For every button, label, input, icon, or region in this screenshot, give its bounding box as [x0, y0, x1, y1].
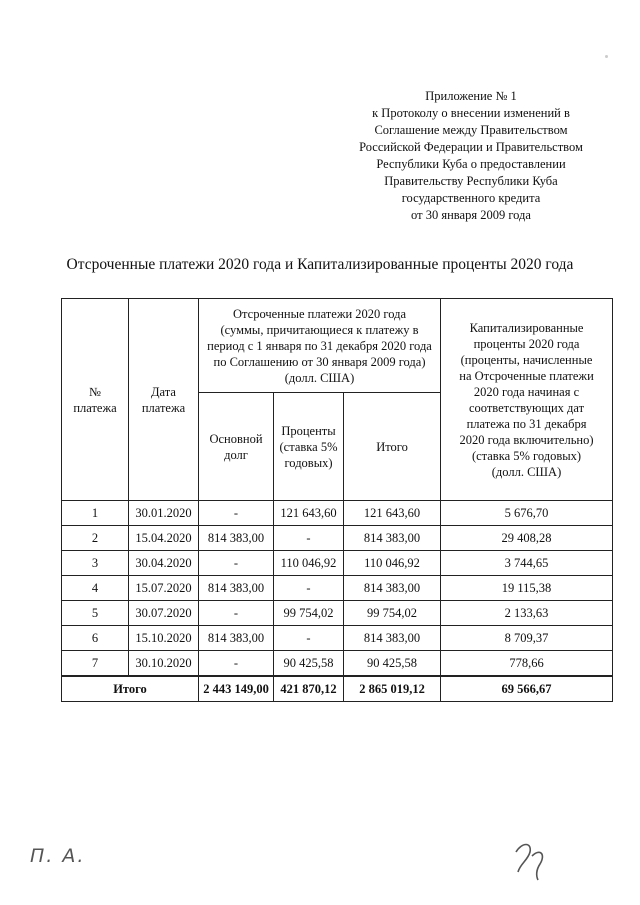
table-row [62, 576, 613, 601]
row-capitalized: 2 133,63 [441, 601, 613, 626]
row-total: 814 383,00 [344, 526, 441, 551]
row-number: 7 [62, 651, 129, 677]
handwritten-signature-mark [510, 838, 550, 887]
row-interest: 90 425,58 [274, 651, 344, 677]
row-total: 110 046,92 [344, 551, 441, 576]
row-principal: - [199, 651, 274, 677]
scan-speck [605, 55, 608, 58]
totals-total: 2 865 019,12 [344, 676, 441, 702]
row-capitalized: 3 744,65 [441, 551, 613, 576]
document-title: Отсроченные платежи 2020 года и Капитализированные проценты 2020 года [66, 256, 574, 273]
appendix-line: к Протоколу о внесении изменений в [372, 106, 570, 120]
header-capitalized-interest: Капитализированные проценты 2020 года (проценты, начисленные на Отсроченные платежи 2020 года начиная с соответствующих дат платежа по 31 декабря 2020 года включительно) (ставка 5% годовых) (долл. США) [441, 299, 613, 501]
row-date: 15.04.2020 [129, 526, 199, 551]
table-row [62, 626, 613, 651]
handwritten-initials: П. А. [30, 845, 86, 867]
row-principal: 814 383,00 [199, 576, 274, 601]
table-row [62, 501, 613, 526]
appendix-line: Правительству Республики Куба [384, 174, 558, 188]
row-interest: 110 046,92 [274, 551, 344, 576]
row-principal: 814 383,00 [199, 526, 274, 551]
totals-row [62, 676, 613, 702]
totals-capitalized: 69 566,67 [441, 676, 613, 702]
row-total: 90 425,58 [344, 651, 441, 677]
table-row [62, 601, 613, 626]
appendix-line: государственного кредита [401, 191, 541, 205]
appendix-line: Приложение № 1 [425, 89, 517, 103]
header-payment-date: Дата платежа [129, 299, 199, 501]
row-principal: 814 383,00 [199, 626, 274, 651]
header-principal: Основной долг [199, 393, 274, 501]
table-row [62, 651, 613, 677]
appendix-line: Российской Федерации и Правительством [359, 140, 583, 154]
row-number: 2 [62, 526, 129, 551]
row-total: 814 383,00 [344, 626, 441, 651]
row-date: 30.07.2020 [129, 601, 199, 626]
row-total: 814 383,00 [344, 576, 441, 601]
header-total: Итого [344, 393, 441, 501]
row-number: 3 [62, 551, 129, 576]
row-number: 5 [62, 601, 129, 626]
row-date: 30.01.2020 [129, 501, 199, 526]
row-capitalized: 5 676,70 [441, 501, 613, 526]
table-row [62, 551, 613, 576]
appendix-line: Соглашение между Правительством [374, 123, 568, 137]
payments-table [61, 298, 613, 702]
row-interest: - [274, 576, 344, 601]
header-payment-number: № платежа [62, 299, 129, 501]
row-date: 30.10.2020 [129, 651, 199, 677]
totals-principal: 2 443 149,00 [199, 676, 274, 702]
header-deferred-payments: Отсроченные платежи 2020 года (суммы, причитающиеся к платежу в период с 1 января по 31 декабря 2020 года по Соглашению от 30 января 2009 года) (долл. США) [199, 299, 441, 393]
row-principal: - [199, 551, 274, 576]
row-capitalized: 19 115,38 [441, 576, 613, 601]
row-number: 1 [62, 501, 129, 526]
row-principal: - [199, 601, 274, 626]
appendix-header [330, 88, 612, 224]
row-capitalized: 778,66 [441, 651, 613, 677]
totals-interest: 421 870,12 [274, 676, 344, 702]
table-row [62, 526, 613, 551]
row-interest: - [274, 526, 344, 551]
appendix-line: Республики Куба о предоставлении [376, 157, 566, 171]
row-capitalized: 8 709,37 [441, 626, 613, 651]
header-interest: Проценты (ставка 5% годовых) [274, 393, 344, 501]
row-number: 6 [62, 626, 129, 651]
row-capitalized: 29 408,28 [441, 526, 613, 551]
totals-label: Итого [62, 676, 199, 702]
row-number: 4 [62, 576, 129, 601]
row-interest: 121 643,60 [274, 501, 344, 526]
row-interest: - [274, 626, 344, 651]
row-interest: 99 754,02 [274, 601, 344, 626]
signature-scribble-icon [510, 838, 550, 882]
row-date: 30.04.2020 [129, 551, 199, 576]
row-date: 15.07.2020 [129, 576, 199, 601]
row-principal: - [199, 501, 274, 526]
row-total: 99 754,02 [344, 601, 441, 626]
appendix-line: от 30 января 2009 года [411, 208, 531, 222]
row-total: 121 643,60 [344, 501, 441, 526]
row-date: 15.10.2020 [129, 626, 199, 651]
table-header-row [62, 299, 613, 393]
